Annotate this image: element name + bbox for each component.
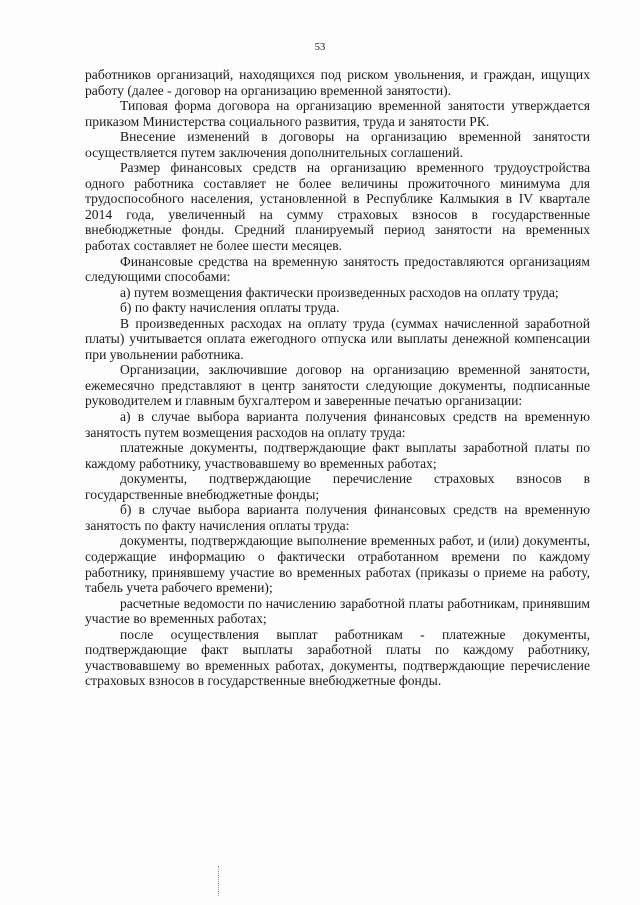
list-item-payroll-statements: расчетные ведомости по начислению заработной платы работникам, принявшим участие во временных работах;: [85, 595, 590, 627]
paragraph-amendments: Внесение изменений в договоры на организацию временной занятости осуществляется путем заключения дополнительных соглашений.: [85, 129, 590, 160]
list-item-method-a: а) путем возмещения фактически произведенных расходов на оплату труда;: [120, 284, 559, 300]
list-item-option-a: а) в случае выбора варианта получения финансовых средств на временную занятость путем возмещения расходов на оплату труда:: [85, 409, 590, 440]
list-item-insurance-documents: документы, подтверждающие перечисление страховых взносов в государственные внебюджетные фонды;: [85, 471, 590, 502]
page-number: 53: [314, 42, 326, 53]
paragraph-funding-amount: Размер финансовых средств на организацию временного трудоустройства одного работника составляет не более величины прожиточного минимума для трудоспособного населения, установленной в Республике Калмыкия в IV квартале 2014 года, увеличенный на сумму страховых взносов в государственные внебюджетные фонды. Средний планируемый период занятости на временных работах составляет не более шести месяцев.: [85, 160, 590, 254]
list-item-work-documents: документы, подтверждающие выполнение временных работ, и (или) документы, содержащие информацию о фактически отработанном времени по каждому работнику, принявшему участие во временных работах (приказы о приеме на работу, табель учета рабочего времени);: [85, 533, 590, 596]
paragraph-funding-methods: Финансовые средства на временную занятость предоставляются организациям следующими способами:: [85, 253, 590, 285]
list-item-after-payment: после осуществления выплат работникам - платежные документы, подтверждающие факт выплаты заработной платы по каждому работнику, участвовавшему во временных работах, документы, подтверждающие перечисление страховых взносов в государственные внебюджетные фонды.: [85, 626, 590, 689]
document-body: [85, 67, 590, 689]
paragraph-continuation: работников организаций, находящихся под риском увольнения, и граждан, ищущих работу (далее - договор на организацию временной занятости).: [85, 67, 590, 98]
list-item-option-b: б) в случае выбора варианта получения финансовых средств на временную занятость по факту начисления оплаты труда:: [85, 502, 590, 533]
list-item-payment-documents: платежные документы, подтверждающие факт выплаты заработной платы по каждому работнику, участвовавшему во временных работах;: [85, 440, 590, 471]
paragraph-monthly-documents: Организации, заключившие договор на организацию временной занятости, ежемесячно представляют в центр занятости следующие документы, подписанные руководителем и главным бухгалтером и заверенные печатью организации:: [85, 362, 590, 409]
paragraph-standard-form: Типовая форма договора на организацию временной занятости утверждается приказом Министерства социального развития, труда и занятости РК.: [85, 98, 590, 129]
paragraph-expenses: В произведенных расходах на оплату труда (суммах начисленной заработной платы) учитывается оплата ежегодного отпуска или выплаты денежной компенсации при увольнении работника.: [85, 315, 590, 362]
list-item-method-b: б) по факту начисления оплаты труда.: [120, 300, 340, 316]
scan-artifact-mark: [218, 866, 221, 896]
